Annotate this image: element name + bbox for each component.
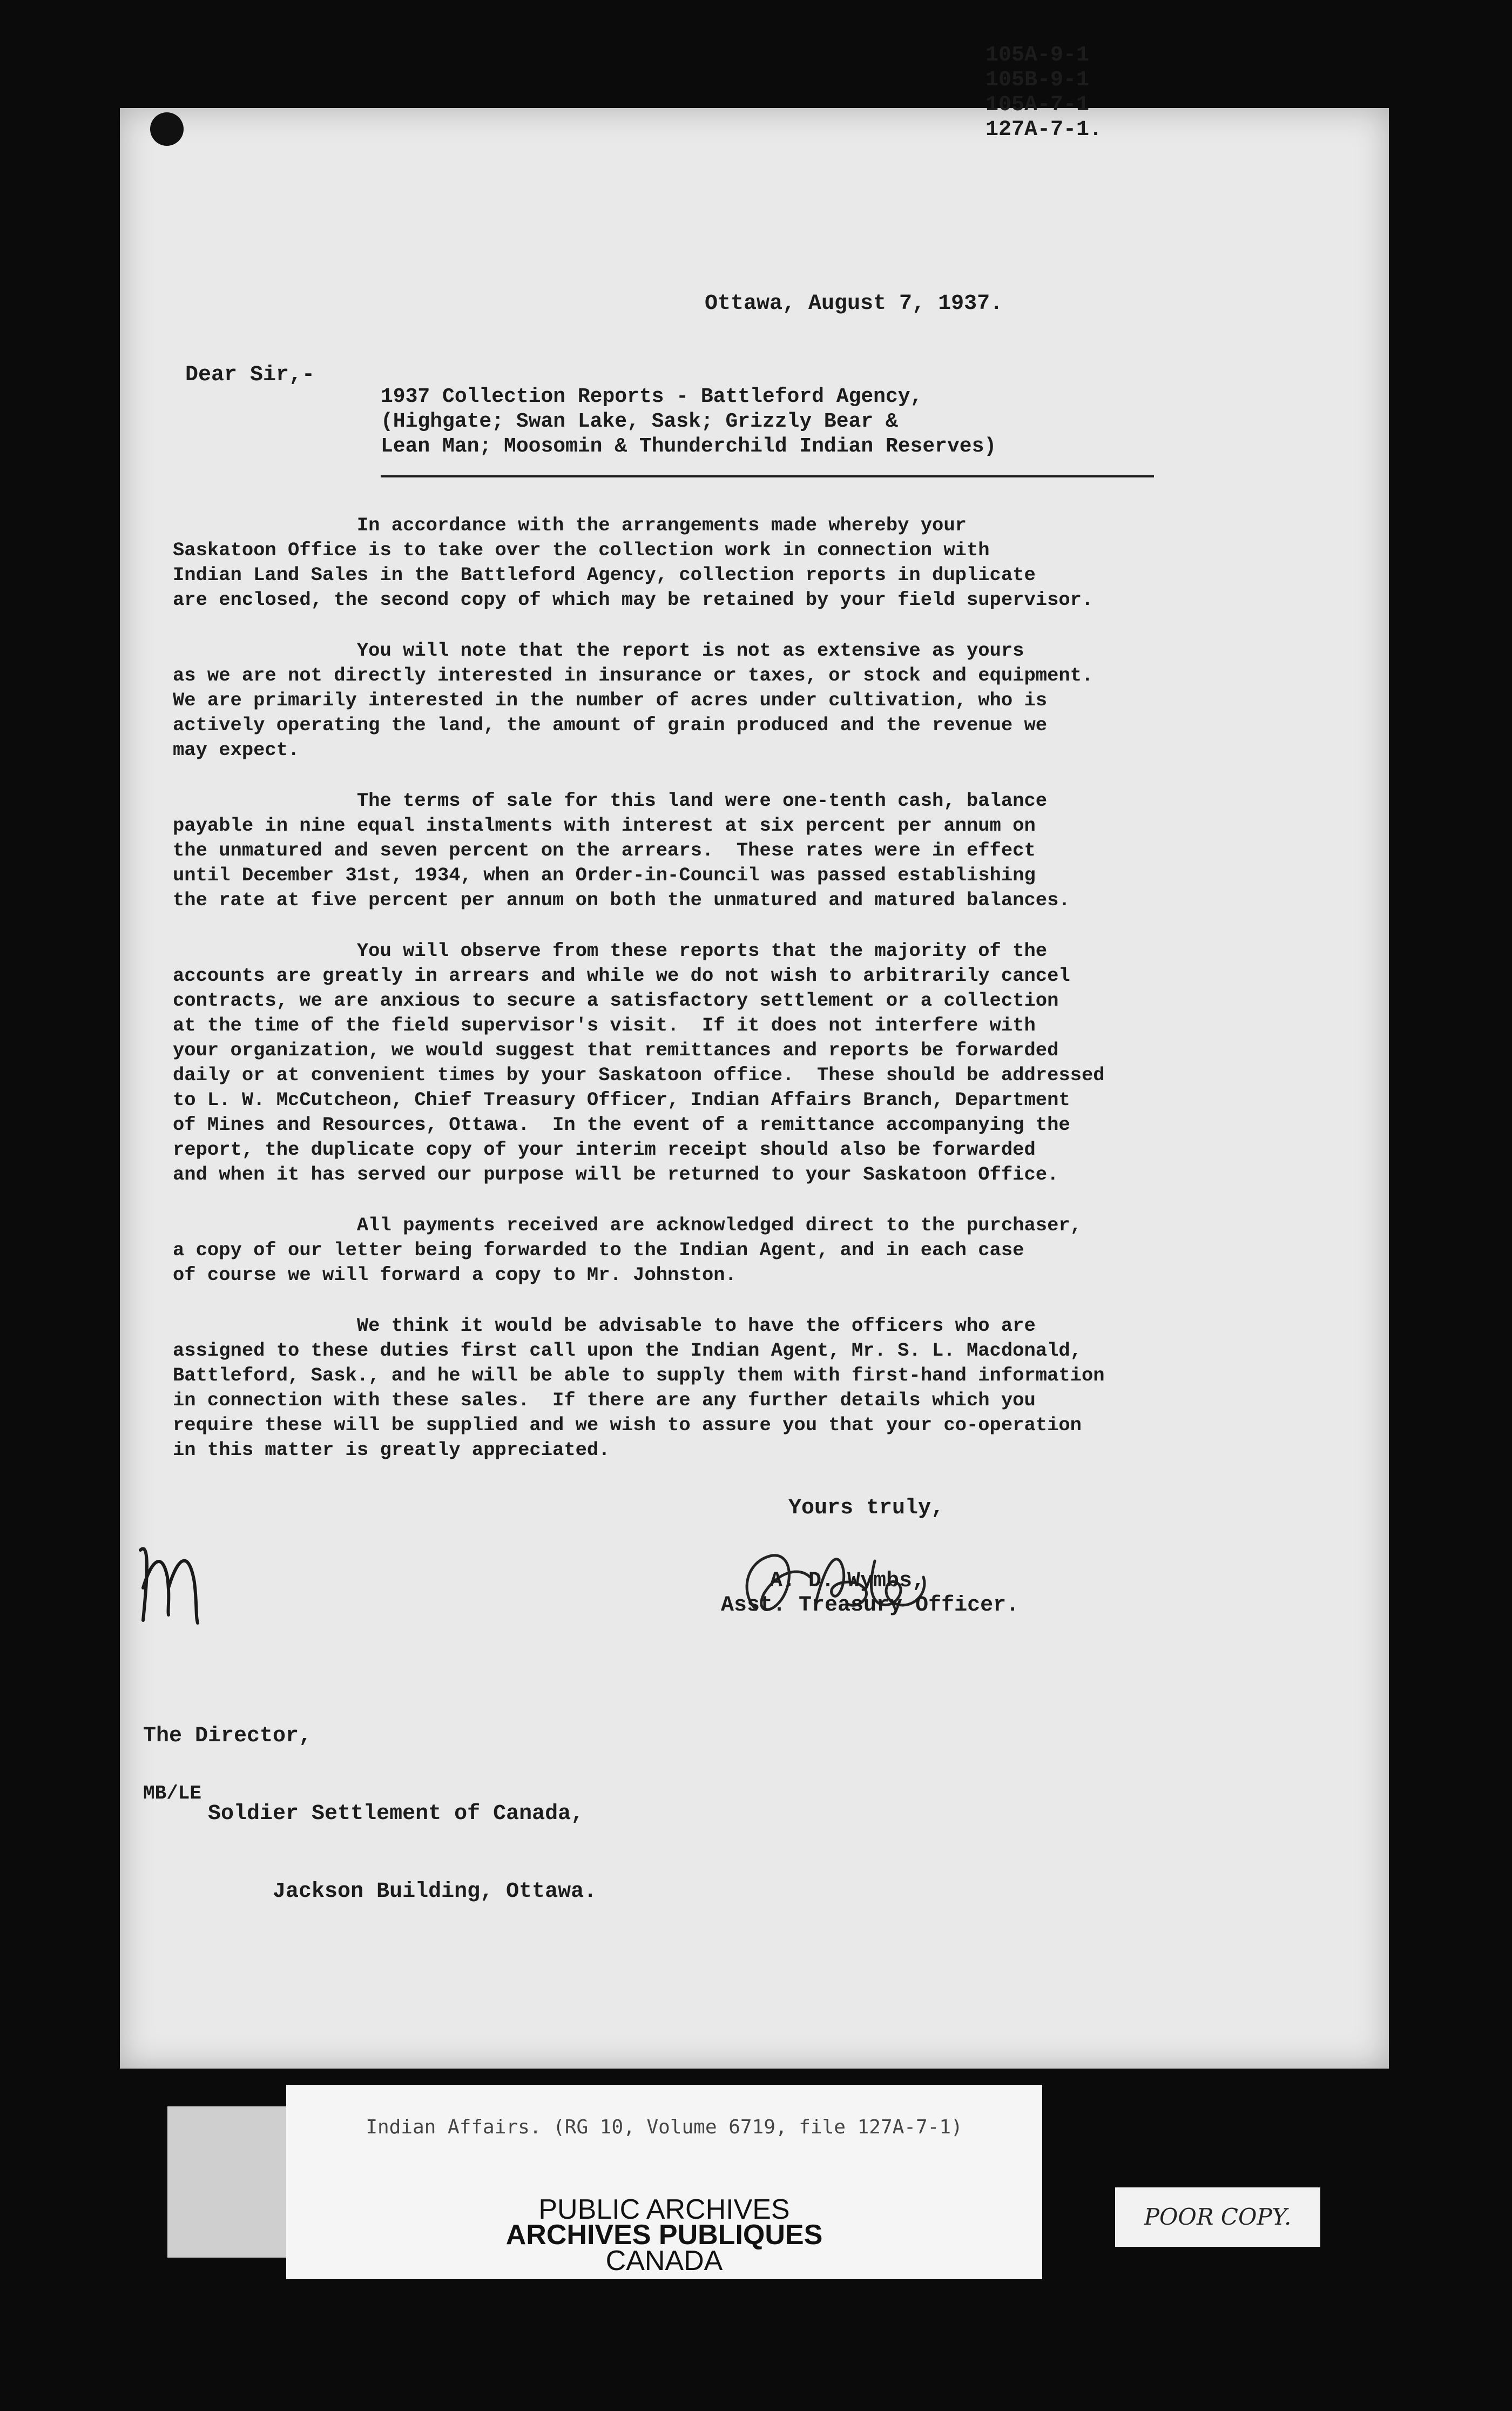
- body-line: assigned to these duties first call upon the Indian Agent, Mr. S. L. Macdonald,: [173, 1339, 1082, 1362]
- body-paragraph-1: [173, 513, 1285, 612]
- body-line: All payments received are acknowledged direct to the purchaser,: [173, 1214, 1082, 1236]
- body-line: in this matter is greatly appreciated.: [173, 1439, 610, 1461]
- body-paragraph-6: [173, 1314, 1285, 1463]
- body-line: payable in nine equal instalments with interest at six percent per annum on: [173, 814, 1036, 837]
- subject-block: [381, 385, 996, 459]
- typist-initials: MB/LE: [143, 1782, 202, 1804]
- body-line: accounts are greatly in arrears and while we do not wish to arbitrarily cancel: [173, 965, 1070, 987]
- body-line: Battleford, Sask., and he will be able to supply them with first-hand information: [173, 1364, 1105, 1386]
- closing: Yours truly,: [788, 1496, 944, 1520]
- body-line: You will observe from these reports that the majority of the: [173, 940, 1048, 962]
- body-line: of course we will forward a copy to Mr. Johnston.: [173, 1264, 737, 1286]
- archive-name-french: ARCHIVES PUBLIQUES: [505, 2219, 823, 2251]
- quality-note-text: POOR COPY.: [1144, 2204, 1292, 2230]
- body-line: We think it would be advisable to have the officers who are: [173, 1315, 1036, 1337]
- body-line: in connection with these sales. If there are any further details which you: [173, 1389, 1036, 1411]
- punch-hole: [150, 112, 184, 146]
- subject-underline: [381, 475, 1154, 477]
- body-line: contracts, we are anxious to secure a satisfactory settlement or a collection: [173, 989, 1059, 1012]
- body-line: and when it has served our purpose will be returned to your Saskatoon Office.: [173, 1163, 1059, 1186]
- archive-citation: Indian Affairs. (RG 10, Volume 6719, file 127A-7-1): [366, 2116, 963, 2138]
- body-line: your organization, we would suggest that remittances and reports be forwarded: [173, 1039, 1059, 1061]
- recipient-line-1: The Director,: [143, 1724, 312, 1748]
- body-line: You will note that the report is not as extensive as yours: [173, 639, 1024, 662]
- recipient-line-3: Jackson Building, Ottawa.: [143, 1880, 597, 1904]
- archive-country: CANADA: [605, 2245, 723, 2277]
- quality-note-card: [1115, 2187, 1320, 2247]
- body-line: the rate at five percent per annum on both the unmatured and matured balances.: [173, 889, 1070, 911]
- file-ref-4: 127A-7-1.: [986, 118, 1103, 142]
- subject-line-3: Lean Man; Moosomin & Thunderchild Indian Reserves): [381, 435, 997, 458]
- file-ref-2: 105B-9-1: [986, 68, 1090, 92]
- subject-line-2: (Highgate; Swan Lake, Sask; Grizzly Bear &: [381, 410, 898, 433]
- recipient-line-2: Soldier Settlement of Canada,: [143, 1802, 584, 1826]
- file-reference-numbers: [986, 43, 1102, 143]
- body-line: We are primarily interested in the number of acres under cultivation, who is: [173, 689, 1048, 711]
- body-line: may expect.: [173, 739, 300, 761]
- body-line: are enclosed, the second copy of which may be retained by your field supervisor.: [173, 589, 1094, 611]
- body-line: Saskatoon Office is to take over the collection work in connection with: [173, 539, 990, 561]
- signer-name: A. D. Wymbs,: [770, 1569, 926, 1593]
- body-paragraph-5: [173, 1213, 1285, 1288]
- body-line: The terms of sale for this land were one-tenth cash, balance: [173, 790, 1048, 812]
- letter-body: [173, 513, 1285, 1489]
- subject-line-1: 1937 Collection Reports - Battleford Agency,: [381, 385, 923, 408]
- signer-title: Asst. Treasury Officer.: [721, 1593, 1020, 1618]
- salutation: Dear Sir,-: [185, 363, 315, 387]
- body-line: at the time of the field supervisor's visit. If it does not interfere with: [173, 1014, 1036, 1036]
- archive-label-card: [286, 2085, 1042, 2279]
- body-line: actively operating the land, the amount of grain produced and the revenue we: [173, 714, 1048, 736]
- recipient-address: [143, 1672, 597, 1957]
- body-line: until December 31st, 1934, when an Order-in-Council was passed establishing: [173, 864, 1036, 886]
- body-paragraph-2: [173, 638, 1285, 763]
- margin-handwritten-mark: [130, 1528, 211, 1631]
- body-line: report, the duplicate copy of your interim receipt should also be forwarded: [173, 1139, 1036, 1161]
- body-paragraph-3: [173, 789, 1285, 913]
- body-line: Indian Land Sales in the Battleford Agency, collection reports in duplicate: [173, 564, 1036, 586]
- body-paragraph-4: [173, 939, 1285, 1187]
- body-line: In accordance with the arrangements made whereby your: [173, 514, 967, 536]
- body-line: as we are not directly interested in insurance or taxes, or stock and equipment.: [173, 664, 1094, 686]
- body-line: the unmatured and seven percent on the arrears. These rates were in effect: [173, 839, 1036, 861]
- file-ref-1: 105A-9-1: [986, 43, 1090, 68]
- archive-name-english: PUBLIC ARCHIVES: [538, 2194, 790, 2225]
- body-line: to L. W. McCutcheon, Chief Treasury Officer, Indian Affairs Branch, Department: [173, 1089, 1070, 1111]
- microfilm-strip: [167, 2106, 286, 2258]
- file-ref-3: 105A-7-1: [986, 93, 1090, 117]
- body-line: require these will be supplied and we wish to assure you that your co-operation: [173, 1414, 1082, 1436]
- date-line: Ottawa, August 7, 1937.: [705, 292, 1003, 316]
- body-line: of Mines and Resources, Ottawa. In the event of a remittance accompanying the: [173, 1114, 1070, 1136]
- body-line: daily or at convenient times by your Saskatoon office. These should be addressed: [173, 1064, 1105, 1086]
- body-line: a copy of our letter being forwarded to the Indian Agent, and in each case: [173, 1239, 1024, 1261]
